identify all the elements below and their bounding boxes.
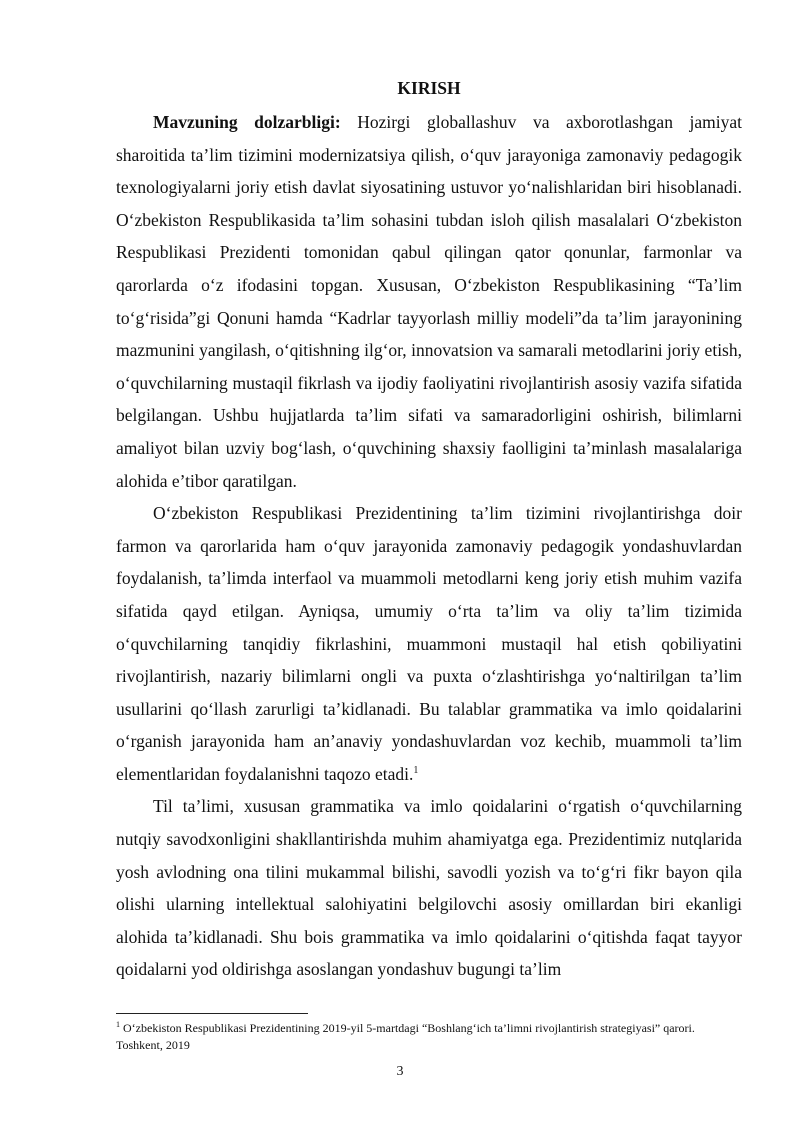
footnote-divider bbox=[116, 1013, 308, 1014]
section-heading: KIRISH bbox=[397, 78, 461, 98]
footnote-text: O‘zbekiston Respublikasi Prezidentining 2019-yil 5-martdagi “Boshlang‘ich ta’limni rivojlantirish strategiyasi” qarori. Toshkent, 2019 bbox=[116, 1021, 695, 1052]
paragraph-text: O‘zbekiston Respublikasi Prezidentining ta’lim tizimini rivojlantirishga doir farmon va qarorlarida ham o‘quv jarayonida zamonaviy pedagogik yondashuvlardan foydalanish, ta’limda interfaol va muammoli metodlarni keng joriy etish muhim vazifa sifatida qayd etilgan. Ayniqsa, umumiy o‘rta ta’lim va oliy ta’lim tizimida o‘quvchilarning tanqidiy fikrlashini, muammoni mustaqil hal etish qobiliyatini rivojlantirish, nazariy bilimlarni ongli va puxta o‘zlashtirishga yo‘naltirilgan ta’lim usullarini qo‘llash zarurligi ta’kidlanadi. Bu talablar grammatika va imlo qoidalarini o‘rganish jarayonida ham an’anaviy yondashuvlardan voz kechib, muammoli ta’lim elementlaridan foydalanishni taqozo etadi. bbox=[116, 503, 742, 784]
paragraph-presidential-decrees bbox=[116, 497, 742, 790]
paragraph-lead-label: Mavzuning dolzarbligi: bbox=[153, 112, 341, 132]
paragraph-text: Hozirgi globallashuv va axborotlashgan jamiyat sharoitida ta’lim tizimini modernizatsiya qilish, o‘quv jarayoniga zamonaviy pedagogik texnologiyalarni joriy etish davlat siyosatining ustuvor yo‘nalishlaridan biri hisoblanadi. O‘zbekiston Respublikasida ta’lim sohasini tubdan isloh qilish masalalari O‘zbekiston Respublikasi Prezidenti tomonidan qabul qilingan qator qonunlar, farmonlar va qarorlarda o‘z ifodasini topgan. Xususan, O‘zbekiston Respublikasining “Ta’lim to‘g‘risida”gi Qonuni hamda “Kadrlar tayyorlash milliy modeli”da ta’lim jarayonining mazmunini yangilash, o‘qitishning ilg‘or, innovatsion va samarali metodlarini joriy etish, o‘quvchilarning mustaqil fikrlash va ijodiy faoliyatini rivojlantirish asosiy vazifa sifatida belgilangan. Ushbu hujjatlarda ta’lim sifati va samaradorligini oshirish, bilimlarni amaliyot bilan uzviy bog‘lash, o‘quvchining shaxsiy faolligini ta’minlash masalalariga alohida e’tibor qaratilgan. bbox=[116, 112, 742, 491]
page-number: 3 bbox=[396, 1064, 404, 1079]
footnote bbox=[116, 1020, 742, 1054]
paragraph-text: Til ta’limi, xususan grammatika va imlo qoidalarini o‘rgatish o‘quvchilarning nutqiy savodxonligini shakllantirishda muhim ahamiyatga ega. Prezidentimiz nutqlarida yosh avlodning ona tilini mukammal bilishi, savodli yozish va to‘g‘ri fikr bayon qila olishi ularning intellektual salohiyatini belgilovchi asosiy omillardan biri ekanligi alohida ta’kidlanadi. Shu bois grammatika va imlo qoidalarini o‘qitishda faqat tayyor qoidalarni yod oldirishga asoslangan yondashuv bugungi ta’lim bbox=[116, 796, 742, 980]
footnote-reference[interactable]: 1 bbox=[413, 765, 419, 777]
body-text bbox=[116, 106, 742, 986]
footnote-marker: 1 bbox=[116, 1020, 120, 1029]
paragraph-language-teaching bbox=[116, 790, 742, 986]
paragraph-relevance bbox=[116, 106, 742, 497]
